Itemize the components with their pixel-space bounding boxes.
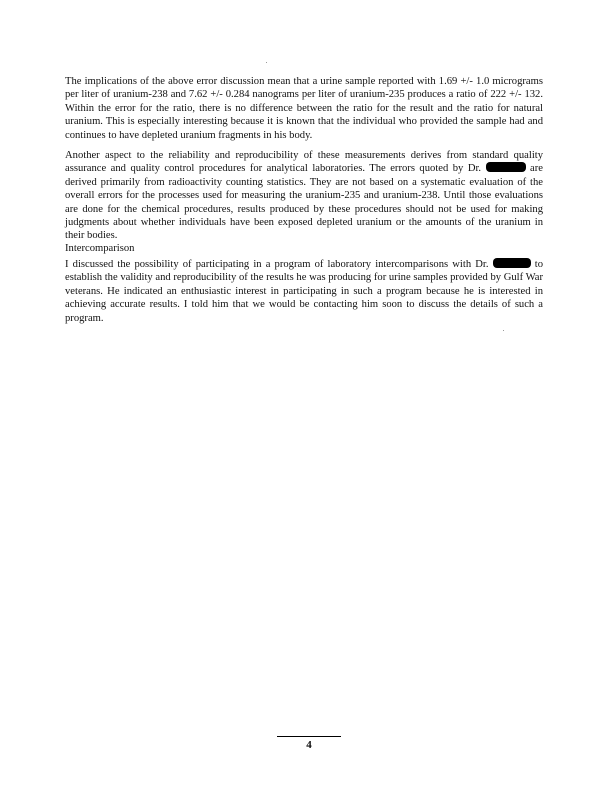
- page-number: 4: [306, 739, 312, 751]
- redaction-mark: [493, 258, 531, 268]
- footer-rule: [277, 736, 341, 737]
- paragraph-intercomparison-text-start: I discussed the possibility of participating in a program of laboratory intercomparisons with Dr.: [65, 259, 493, 270]
- section-heading-intercomparison: Intercomparison: [65, 243, 135, 254]
- scan-speck: [266, 62, 267, 63]
- paragraph-reliability: [65, 149, 543, 243]
- redaction-mark: [486, 162, 526, 172]
- paragraph-error-discussion: [65, 75, 543, 142]
- paragraph-reliability-text-end: are derived primarily from radioactivity counting statistics. They are not based on a systematic evaluation of the overall errors for the processes used for measuring the uranium-235 and uranium-238. Until those evaluations are done for the chemical procedures, results produced by these procedures should not be used for making judgments about whether individuals have been exposed depleted uranium or the amounts of the uranium in their bodies.: [65, 163, 543, 242]
- paragraph-intercomparison: [65, 258, 543, 325]
- paragraph-error-discussion-text: The implications of the above error discussion mean that a urine sample reported with 1.69 +/- 1.0 micrograms per liter of uranium-238 and 7.62 +/- 0.284 nanograms per liter of uranium-235 produces a ratio of 222 +/- 132. Within the error for the ratio, there is no difference between the ratio for the result and the ratio for natural uranium. This is especially interesting because it is known that the individual who provided the sample had and continues to have depleted uranium fragments in his body.: [65, 76, 543, 141]
- paragraph-reliability-text-start: Another aspect to the reliability and reproducibility of these measurements derives from standard quality assurance and quality control procedures for analytical laboratories. The errors quoted by Dr.: [65, 150, 543, 175]
- paragraph-intercomparison-text-end: to establish the validity and reproducibility of the results he was producing for urine samples provided by Gulf War veterans. He indicated an enthusiastic interest in participating in such a program because he is interested in achieving accurate results. I told him that we would be contacting him soon to discuss the details of such a program.: [65, 259, 543, 324]
- scan-speck: [503, 330, 504, 331]
